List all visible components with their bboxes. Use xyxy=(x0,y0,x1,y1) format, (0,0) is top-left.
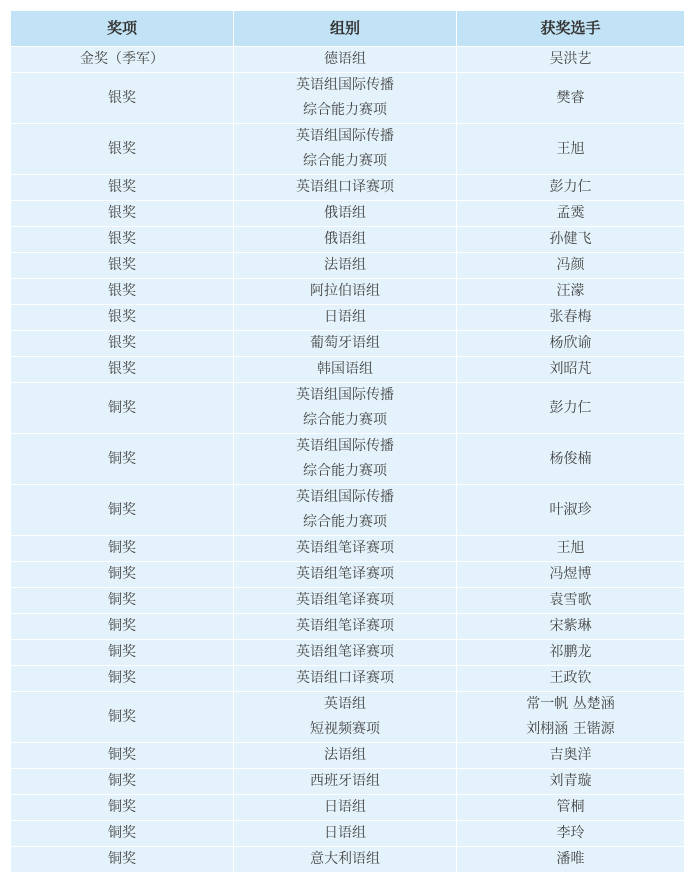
table-row xyxy=(11,485,685,536)
group-cell xyxy=(234,847,457,873)
winner-text: 潘唯 xyxy=(556,851,585,867)
winner-text: 袁雪歌 xyxy=(549,592,592,608)
group-text: 西班牙语组 xyxy=(310,773,380,789)
winners-cell xyxy=(457,743,685,769)
winner-text: 杨俊楠 xyxy=(549,450,592,467)
award-cell xyxy=(11,357,234,383)
group-cell xyxy=(234,227,457,253)
winner-text: 常一帆 丛楚涵 xyxy=(526,696,615,712)
group-cell xyxy=(234,305,457,331)
award-text: 铜奖 xyxy=(108,670,136,686)
winners-cell xyxy=(457,357,685,383)
winners-cell xyxy=(457,847,685,873)
award-cell xyxy=(11,47,234,73)
award-cell xyxy=(11,383,234,434)
winners-cell xyxy=(457,588,685,614)
winners-cell xyxy=(457,279,685,305)
group-text: 英语组国际传播 xyxy=(296,128,394,144)
winners-cell xyxy=(457,562,685,588)
group-text: 俄语组 xyxy=(324,231,366,247)
award-text: 银奖 xyxy=(108,89,136,106)
table-row xyxy=(11,47,685,73)
group-text: 英语组笔译赛项 xyxy=(296,618,394,634)
award-text: 银奖 xyxy=(108,140,136,157)
group-cell xyxy=(234,201,457,227)
award-text: 铜奖 xyxy=(108,399,136,416)
table-row xyxy=(11,175,685,201)
award-cell xyxy=(11,795,234,821)
group-text: 综合能力赛项 xyxy=(303,412,387,428)
winners-cell xyxy=(457,692,685,743)
winners-cell xyxy=(457,795,685,821)
winner-text: 李玲 xyxy=(556,825,585,841)
group-text: 阿拉伯语组 xyxy=(310,283,380,299)
group-text: 英语组国际传播 xyxy=(296,77,394,93)
winners-cell xyxy=(457,73,685,124)
winners-cell xyxy=(457,227,685,253)
award-cell xyxy=(11,536,234,562)
winner-text: 宋紫琳 xyxy=(549,618,592,634)
group-cell xyxy=(234,73,457,124)
award-cell xyxy=(11,305,234,331)
award-cell xyxy=(11,485,234,536)
group-text: 日语组 xyxy=(324,799,366,815)
winners-cell xyxy=(457,536,685,562)
table-row xyxy=(11,434,685,485)
award-cell xyxy=(11,227,234,253)
group-cell xyxy=(234,536,457,562)
winner-text: 汪濛 xyxy=(556,283,585,299)
award-text: 铜奖 xyxy=(108,592,136,608)
group-cell xyxy=(234,357,457,383)
group-text: 综合能力赛项 xyxy=(303,514,387,530)
group-text: 综合能力赛项 xyxy=(303,463,387,479)
group-cell xyxy=(234,562,457,588)
winner-text: 彭力仁 xyxy=(549,399,592,416)
winner-text: 王旭 xyxy=(556,140,585,157)
group-text: 英语组口译赛项 xyxy=(296,670,394,686)
group-cell xyxy=(234,124,457,175)
table-row xyxy=(11,279,685,305)
award-cell xyxy=(11,692,234,743)
award-text: 金奖（季军） xyxy=(80,51,164,67)
award-text: 铜奖 xyxy=(108,566,136,582)
award-cell xyxy=(11,73,234,124)
group-text: 英语组口译赛项 xyxy=(296,179,394,195)
winners-cell xyxy=(457,640,685,666)
award-cell xyxy=(11,253,234,279)
group-text: 韩国语组 xyxy=(317,361,373,377)
group-cell xyxy=(234,666,457,692)
table-row xyxy=(11,201,685,227)
group-text: 法语组 xyxy=(324,747,366,763)
winners-cell xyxy=(457,821,685,847)
award-cell xyxy=(11,331,234,357)
winner-text: 叶淑珍 xyxy=(549,501,592,518)
group-cell xyxy=(234,614,457,640)
winner-text: 冯颜 xyxy=(556,257,585,273)
group-text: 葡萄牙语组 xyxy=(310,335,380,351)
group-text: 法语组 xyxy=(324,257,366,273)
group-text: 英语组国际传播 xyxy=(296,438,394,454)
table-row xyxy=(11,562,685,588)
group-text: 日语组 xyxy=(324,309,366,325)
award-text: 银奖 xyxy=(108,231,136,247)
award-text: 铜奖 xyxy=(108,825,136,841)
award-text: 银奖 xyxy=(108,361,136,377)
group-text: 综合能力赛项 xyxy=(303,153,387,169)
award-cell xyxy=(11,279,234,305)
award-text: 银奖 xyxy=(108,309,136,325)
winner-text: 刘栩涵 王锴源 xyxy=(526,721,615,737)
award-text: 银奖 xyxy=(108,283,136,299)
table-header xyxy=(11,11,685,47)
award-cell xyxy=(11,821,234,847)
winner-text: 吴洪艺 xyxy=(549,51,592,67)
winner-text: 吉奥洋 xyxy=(549,747,592,763)
group-text: 英语组国际传播 xyxy=(296,387,394,403)
winner-text: 杨欣谕 xyxy=(549,335,592,351)
group-text: 短视频赛项 xyxy=(310,721,380,737)
table-header-row xyxy=(11,11,685,47)
award-text: 铜奖 xyxy=(108,501,136,518)
table-row xyxy=(11,666,685,692)
group-cell xyxy=(234,47,457,73)
table-row xyxy=(11,769,685,795)
table-row xyxy=(11,640,685,666)
award-text: 铜奖 xyxy=(108,747,136,763)
group-text: 俄语组 xyxy=(324,205,366,221)
awards-table xyxy=(10,10,685,873)
table-row xyxy=(11,692,685,743)
table-row xyxy=(11,124,685,175)
winner-text: 张春梅 xyxy=(549,309,592,325)
table-row xyxy=(11,588,685,614)
header-group: 组别 xyxy=(234,11,457,47)
award-cell xyxy=(11,124,234,175)
winners-cell xyxy=(457,434,685,485)
group-text: 英语组笔译赛项 xyxy=(296,592,394,608)
winner-text: 管桐 xyxy=(556,799,585,815)
winner-text: 冯煜博 xyxy=(549,566,592,582)
group-cell xyxy=(234,795,457,821)
group-text: 英语组笔译赛项 xyxy=(296,566,394,582)
winners-cell xyxy=(457,666,685,692)
winner-text: 王旭 xyxy=(556,540,585,556)
award-cell xyxy=(11,434,234,485)
group-cell xyxy=(234,485,457,536)
table-row xyxy=(11,614,685,640)
award-cell xyxy=(11,562,234,588)
award-cell xyxy=(11,743,234,769)
group-cell xyxy=(234,588,457,614)
winner-text: 孟霙 xyxy=(556,205,585,221)
table-row xyxy=(11,253,685,279)
group-text: 英语组国际传播 xyxy=(296,489,394,505)
award-text: 银奖 xyxy=(108,179,136,195)
group-cell xyxy=(234,692,457,743)
group-text: 英语组笔译赛项 xyxy=(296,540,394,556)
group-cell xyxy=(234,743,457,769)
table-row xyxy=(11,227,685,253)
table-row xyxy=(11,305,685,331)
award-cell xyxy=(11,614,234,640)
group-cell xyxy=(234,640,457,666)
award-text: 铜奖 xyxy=(108,618,136,634)
award-text: 铜奖 xyxy=(108,450,136,467)
group-text: 意大利语组 xyxy=(310,851,380,867)
group-text: 英语组笔译赛项 xyxy=(296,644,394,660)
table-row xyxy=(11,795,685,821)
winners-cell xyxy=(457,305,685,331)
group-text: 综合能力赛项 xyxy=(303,102,387,118)
winners-cell xyxy=(457,485,685,536)
group-cell xyxy=(234,769,457,795)
table-row xyxy=(11,847,685,873)
table-row xyxy=(11,73,685,124)
award-cell xyxy=(11,769,234,795)
award-text: 铜奖 xyxy=(108,708,136,725)
group-cell xyxy=(234,331,457,357)
award-text: 铜奖 xyxy=(108,540,136,556)
table-row xyxy=(11,357,685,383)
table-row xyxy=(11,331,685,357)
winners-cell xyxy=(457,201,685,227)
award-cell xyxy=(11,640,234,666)
award-cell xyxy=(11,175,234,201)
winner-text: 彭力仁 xyxy=(549,179,592,195)
winners-cell xyxy=(457,47,685,73)
table-row xyxy=(11,821,685,847)
group-cell xyxy=(234,383,457,434)
winner-text: 刘昭芃 xyxy=(549,361,592,377)
award-cell xyxy=(11,847,234,873)
award-cell xyxy=(11,666,234,692)
winners-cell xyxy=(457,383,685,434)
winners-cell xyxy=(457,769,685,795)
winner-text: 王政钦 xyxy=(549,670,592,686)
table-row xyxy=(11,536,685,562)
winner-text: 刘青璇 xyxy=(549,773,592,789)
group-cell xyxy=(234,434,457,485)
group-cell xyxy=(234,821,457,847)
winners-cell xyxy=(457,614,685,640)
award-text: 铜奖 xyxy=(108,851,136,867)
award-text: 银奖 xyxy=(108,205,136,221)
award-cell xyxy=(11,588,234,614)
winner-text: 祁鹏龙 xyxy=(549,644,592,660)
table-row xyxy=(11,743,685,769)
group-cell xyxy=(234,253,457,279)
group-cell xyxy=(234,279,457,305)
table-row xyxy=(11,383,685,434)
group-cell xyxy=(234,175,457,201)
group-text: 英语组 xyxy=(324,696,366,712)
group-text: 日语组 xyxy=(324,825,366,841)
award-text: 铜奖 xyxy=(108,773,136,789)
award-text: 银奖 xyxy=(108,335,136,351)
winner-text: 樊睿 xyxy=(556,89,585,106)
award-text: 铜奖 xyxy=(108,799,136,815)
award-text: 银奖 xyxy=(108,257,136,273)
award-cell xyxy=(11,201,234,227)
award-text: 铜奖 xyxy=(108,644,136,660)
winners-cell xyxy=(457,124,685,175)
table-body xyxy=(11,47,685,873)
header-winners: 获奖选手 xyxy=(457,11,685,47)
winners-cell xyxy=(457,175,685,201)
winners-cell xyxy=(457,331,685,357)
group-text: 德语组 xyxy=(324,51,366,67)
winner-text: 孙健飞 xyxy=(549,231,592,247)
header-award: 奖项 xyxy=(11,11,234,47)
winners-cell xyxy=(457,253,685,279)
